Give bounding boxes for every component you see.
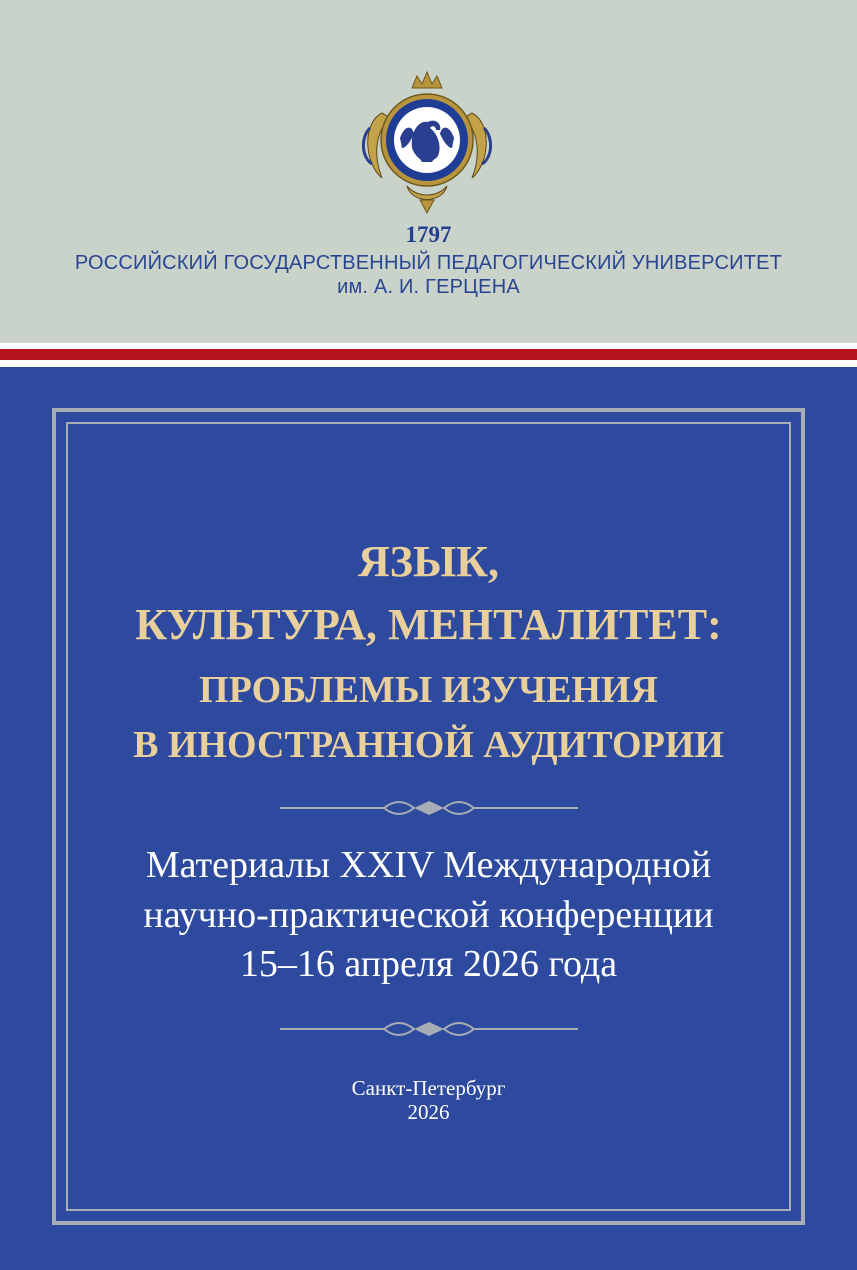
- book-title-line: КУЛЬТУРА, МЕНТАЛИТЕТ:: [135, 600, 722, 649]
- publication-year: 2026: [407, 1100, 450, 1124]
- subtitle-line: научно-практической конференции: [143, 894, 714, 936]
- book-title-line: ПРОБЛЕМЫ ИЗУЧЕНИЯ: [199, 669, 658, 711]
- university-crest-icon: [352, 68, 502, 218]
- publication-city: Санкт-Петербург: [351, 1076, 506, 1100]
- ornament-divider-icon: [280, 1018, 578, 1040]
- book-title-line: В ИНОСТРАННОЙ АУДИТОРИИ: [133, 724, 724, 766]
- conference-dates: 15–16 апреля 2026 года: [239, 943, 618, 985]
- university-name-suffix: им. А. И. ГЕРЦЕНА: [337, 276, 520, 298]
- ornament-divider-icon: [280, 797, 578, 819]
- divider-stripe-red: [0, 349, 857, 360]
- book-title-line: ЯЗЫК,: [357, 537, 500, 586]
- subtitle-line: Материалы XXIV Международной: [145, 844, 712, 886]
- divider-stripe-white: [0, 360, 857, 367]
- university-name: РОССИЙСКИЙ ГОСУДАРСТВЕННЫЙ ПЕДАГОГИЧЕСКИЙ УНИВЕРСИТЕТ: [74, 252, 783, 274]
- founding-year: 1797: [405, 222, 452, 247]
